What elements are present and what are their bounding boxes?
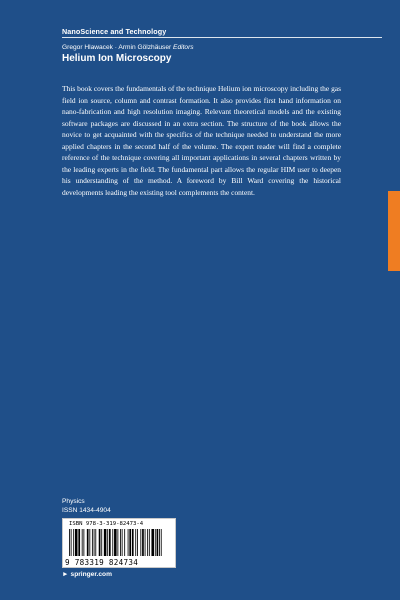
barcode-bar: [117, 529, 118, 556]
barcode-bar: [104, 529, 107, 556]
barcode-bar: [95, 529, 96, 556]
barcode-bar: [137, 529, 138, 556]
header-rule: [62, 37, 382, 38]
publisher-link[interactable]: [62, 571, 112, 578]
barcode-bar: [71, 529, 72, 556]
editors-role: Editors: [173, 44, 194, 51]
barcode-bar: [135, 529, 136, 556]
barcode-bar: [132, 529, 134, 556]
barcode-bar: [140, 529, 141, 556]
barcode-bar: [142, 529, 144, 556]
barcode-bar: [75, 529, 78, 556]
barcode-bar: [82, 529, 83, 556]
barcode-bar: [128, 529, 129, 556]
issn-label: ISSN 1434-4904: [62, 507, 111, 514]
barcode-bar: [92, 529, 93, 556]
barcode-bar: [145, 529, 146, 556]
barcode-bar: [89, 529, 90, 556]
barcode-bar: [161, 529, 162, 556]
barcode-bar: [69, 529, 70, 556]
isbn-barcode: [62, 518, 176, 568]
publisher-url: springer.com: [70, 571, 112, 578]
barcode-bar: [157, 529, 159, 556]
barcode-bar: [122, 529, 123, 556]
series-name: NanoScience and Technology: [62, 27, 167, 36]
barcode-bar: [114, 529, 117, 556]
barcode-bar: [99, 529, 101, 556]
barcode-bar: [151, 529, 154, 556]
barcode-bar: [78, 529, 80, 556]
isbn-text: ISBN 978-3-319-82473-4: [69, 521, 144, 527]
barcode-bar: [124, 529, 125, 556]
book-title: Helium Ion Microscopy: [62, 53, 172, 64]
triangle-arrow-icon: ►: [62, 571, 69, 578]
barcode-bar: [112, 529, 113, 556]
barcode-bar: [149, 529, 150, 556]
barcode-bars: [69, 529, 171, 556]
barcode-bar: [120, 529, 121, 556]
editor-names: Gregor Hlawacek · Armin Gölzhäuser: [62, 44, 172, 51]
barcode-bar: [94, 529, 95, 556]
subject-label: Physics: [62, 498, 85, 505]
barcode-bar: [147, 529, 148, 556]
book-description: This book covers the fundamentals of the technique Helium ion microscopy including the gas field ion source, column and contrast formation. It also provides first hand information on nano-fabrication and high resolution imaging. Relevant theoretical models and the existing software packages are discussed in an extra section. The structure of the book allows the novice to get acquainted with the specifics of the technique needed to understand the more applied chapters in the second half of the volume. The expert reader will find a complete reference of the technique covering all important applications in several chapters written by the leading experts in the field. The fundamental part allows the regular HIM user to deepen his understanding of the method. A foreword by Bill Ward covering the historical developments leading the existing tool complements the content.: [62, 84, 341, 197]
barcode-bar: [109, 529, 111, 556]
barcode-bar: [155, 529, 156, 556]
barcode-bar: [101, 529, 102, 556]
ean-digits: 9 783319 824734: [65, 558, 139, 567]
editors-line: [62, 44, 194, 51]
spine-accent-tab: [388, 191, 400, 271]
barcode-bar: [87, 529, 89, 556]
barcode-bar: [129, 529, 131, 556]
barcode-bar: [73, 529, 74, 556]
barcode-bar: [159, 529, 160, 556]
barcode-bar: [83, 529, 84, 556]
barcode-bar: [107, 529, 108, 556]
